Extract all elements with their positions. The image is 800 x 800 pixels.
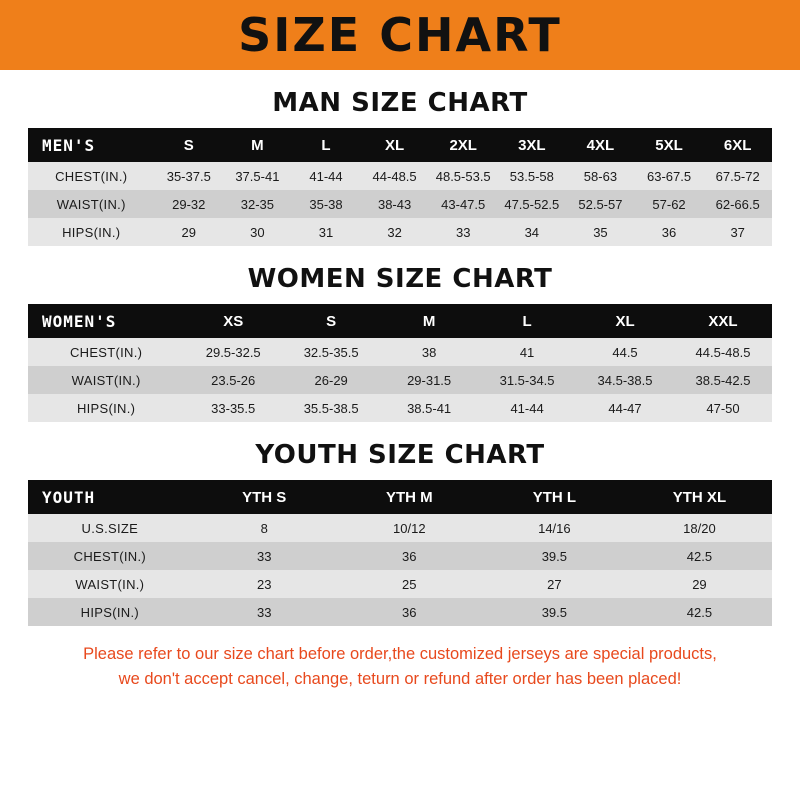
header-banner	[30, 0, 770, 70]
youth-col-l: YTH L	[482, 480, 627, 514]
men-col-4xl: 4XL	[566, 128, 635, 162]
table-header-row	[28, 304, 772, 338]
men-row-label-hips: HIPS(IN.)	[28, 218, 154, 246]
youth-row-label-hips: HIPS(IN.)	[28, 598, 192, 626]
men-row-label-chest: CHEST(IN.)	[28, 162, 154, 190]
table-row	[28, 366, 772, 394]
table-row	[28, 162, 772, 190]
men-col-m: M	[223, 128, 292, 162]
table-row	[28, 514, 772, 542]
cell: 14/16	[482, 514, 627, 542]
women-col-s: S	[282, 304, 380, 338]
cell: 33-35.5	[184, 394, 282, 422]
women-row-label-hips: HIPS(IN.)	[28, 394, 184, 422]
table-row	[28, 542, 772, 570]
women-row-label-chest: CHEST(IN.)	[28, 338, 184, 366]
cell: 23	[192, 570, 337, 598]
header-accent-right	[770, 0, 800, 70]
cell: 34	[498, 218, 567, 246]
cell: 36	[635, 218, 704, 246]
cell: 23.5-26	[184, 366, 282, 394]
cell: 34.5-38.5	[576, 366, 674, 394]
men-col-l: L	[292, 128, 361, 162]
cell: 32-35	[223, 190, 292, 218]
table-row	[28, 338, 772, 366]
youth-row-label-waist: WAIST(IN.)	[28, 570, 192, 598]
header-accent-left	[0, 0, 30, 70]
cell: 62-66.5	[703, 190, 772, 218]
cell: 33	[429, 218, 498, 246]
cell: 36	[337, 598, 482, 626]
cell: 44-47	[576, 394, 674, 422]
women-col-xl: XL	[576, 304, 674, 338]
cell: 38.5-41	[380, 394, 478, 422]
women-size-table	[28, 304, 772, 422]
cell: 32	[360, 218, 429, 246]
women-col-xxl: XXL	[674, 304, 772, 338]
cell: 67.5-72	[703, 162, 772, 190]
section-title-men: MAN SIZE CHART	[272, 88, 528, 118]
men-row-label-waist: WAIST(IN.)	[28, 190, 154, 218]
cell: 30	[223, 218, 292, 246]
cell: 39.5	[482, 542, 627, 570]
cell: 58-63	[566, 162, 635, 190]
cell: 38.5-42.5	[674, 366, 772, 394]
table-row	[28, 394, 772, 422]
cell: 38	[380, 338, 478, 366]
cell: 31.5-34.5	[478, 366, 576, 394]
youth-row-label-ussize: U.S.SIZE	[28, 514, 192, 542]
table-row	[28, 598, 772, 626]
cell: 57-62	[635, 190, 704, 218]
cell: 44.5-48.5	[674, 338, 772, 366]
cell: 18/20	[627, 514, 772, 542]
women-col-l: L	[478, 304, 576, 338]
cell: 8	[192, 514, 337, 542]
cell: 32.5-35.5	[282, 338, 380, 366]
cell: 26-29	[282, 366, 380, 394]
content-area	[0, 70, 800, 800]
women-col-xs: XS	[184, 304, 282, 338]
cell: 35.5-38.5	[282, 394, 380, 422]
cell: 31	[292, 218, 361, 246]
men-col-xl: XL	[360, 128, 429, 162]
cell: 63-67.5	[635, 162, 704, 190]
youth-col-m: YTH M	[337, 480, 482, 514]
cell: 29-32	[154, 190, 223, 218]
table-row	[28, 570, 772, 598]
cell: 47.5-52.5	[498, 190, 567, 218]
table-row	[28, 218, 772, 246]
cell: 43-47.5	[429, 190, 498, 218]
cell: 38-43	[360, 190, 429, 218]
section-title-women: WOMEN SIZE CHART	[247, 264, 553, 294]
youth-col-s: YTH S	[192, 480, 337, 514]
cell: 41	[478, 338, 576, 366]
cell: 47-50	[674, 394, 772, 422]
footer-note-line-1: Please refer to our size chart before order,the customized jerseys are special products,	[83, 645, 717, 663]
cell: 29	[154, 218, 223, 246]
youth-col-xl: YTH XL	[627, 480, 772, 514]
men-col-5xl: 5XL	[635, 128, 704, 162]
table-header-row	[28, 128, 772, 162]
footer-note	[28, 642, 772, 692]
cell: 53.5-58	[498, 162, 567, 190]
cell: 52.5-57	[566, 190, 635, 218]
men-size-table	[28, 128, 772, 246]
table-header-row	[28, 480, 772, 514]
cell: 35-38	[292, 190, 361, 218]
cell: 44-48.5	[360, 162, 429, 190]
cell: 39.5	[482, 598, 627, 626]
section-title-youth: YOUTH SIZE CHART	[255, 440, 545, 470]
page-title: SIZE CHART	[238, 8, 562, 62]
men-corner-label: MEN'S	[28, 128, 154, 162]
cell: 37.5-41	[223, 162, 292, 190]
youth-corner-label: YOUTH	[28, 480, 192, 514]
men-col-s: S	[154, 128, 223, 162]
cell: 29.5-32.5	[184, 338, 282, 366]
men-col-6xl: 6XL	[703, 128, 772, 162]
cell: 41-44	[292, 162, 361, 190]
cell: 29	[627, 570, 772, 598]
youth-row-label-chest: CHEST(IN.)	[28, 542, 192, 570]
cell: 35-37.5	[154, 162, 223, 190]
women-corner-label: WOMEN'S	[28, 304, 184, 338]
cell: 33	[192, 598, 337, 626]
cell: 41-44	[478, 394, 576, 422]
cell: 27	[482, 570, 627, 598]
footer-note-line-2: we don't accept cancel, change, teturn or refund after order has been placed!	[118, 669, 682, 688]
cell: 44.5	[576, 338, 674, 366]
cell: 25	[337, 570, 482, 598]
cell: 10/12	[337, 514, 482, 542]
table-row	[28, 190, 772, 218]
cell: 36	[337, 542, 482, 570]
women-col-m: M	[380, 304, 478, 338]
cell: 35	[566, 218, 635, 246]
men-col-3xl: 3XL	[498, 128, 567, 162]
cell: 42.5	[627, 542, 772, 570]
cell: 29-31.5	[380, 366, 478, 394]
cell: 42.5	[627, 598, 772, 626]
youth-size-table	[28, 480, 772, 626]
cell: 33	[192, 542, 337, 570]
cell: 37	[703, 218, 772, 246]
women-row-label-waist: WAIST(IN.)	[28, 366, 184, 394]
cell: 48.5-53.5	[429, 162, 498, 190]
men-col-2xl: 2XL	[429, 128, 498, 162]
